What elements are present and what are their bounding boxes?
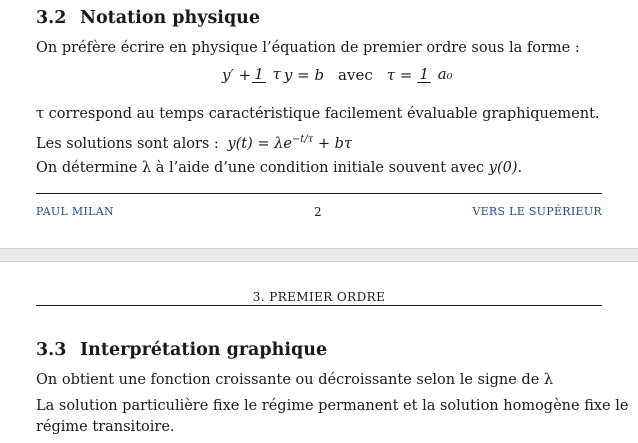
page-2 bbox=[0, 262, 638, 443]
eq-fraction-2 bbox=[417, 64, 454, 84]
section-title: Notation physique bbox=[80, 8, 261, 28]
section-title: Interprétation graphique bbox=[80, 340, 328, 360]
section-heading-3-3 bbox=[36, 340, 327, 360]
eq-connector: avec bbox=[338, 66, 373, 84]
eq-frac2-numerator: 1 bbox=[419, 64, 429, 83]
intro-paragraph: On préfère écrire en physique l’équation de premier ordre sous la forme : bbox=[36, 40, 580, 56]
eq-fraction-1 bbox=[252, 64, 283, 84]
eq-tau: τ = bbox=[386, 66, 413, 84]
footer-rule bbox=[36, 193, 602, 194]
footer-right: VERS LE SUPÉRIEUR bbox=[472, 205, 602, 218]
paragraph-line-2: La solution particulière fixe le régime permanent et la solution homogène fixe le bbox=[36, 398, 629, 414]
solutions-formula-end: + bτ bbox=[317, 135, 352, 152]
eq-lhs-prefix: y′ + bbox=[222, 66, 252, 84]
section-number: 3.2 bbox=[36, 8, 67, 28]
paragraph-line-3: régime transitoire. bbox=[36, 419, 175, 435]
equation bbox=[222, 66, 456, 84]
solutions-text: Les solutions sont alors : bbox=[36, 135, 219, 152]
solutions-formula: y(t) = λe bbox=[227, 135, 292, 152]
lambda-text: On détermine λ à l’aide d’une condition initiale souvent avec bbox=[36, 160, 485, 176]
tau-paragraph: τ correspond au temps caractéristique facilement évaluable graphiquement. bbox=[36, 106, 600, 122]
eq-lhs-suffix: y = b bbox=[283, 66, 325, 84]
eq-frac1-denominator: τ bbox=[272, 64, 281, 83]
solutions-exponent: −t/τ bbox=[291, 134, 314, 145]
header-rule bbox=[36, 305, 602, 306]
footer-author: PAUL MILAN bbox=[36, 205, 114, 218]
page-separator bbox=[0, 248, 638, 262]
section-number: 3.3 bbox=[36, 340, 67, 360]
footer-page-number: 2 bbox=[314, 205, 322, 219]
paragraph-line-1: On obtient une fonction croissante ou décroissante selon le signe de λ bbox=[36, 372, 554, 388]
eq-frac1-numerator: 1 bbox=[254, 64, 264, 83]
lambda-math: y(0). bbox=[488, 160, 523, 176]
running-header: 3. PREMIER ORDRE bbox=[252, 290, 386, 304]
solutions-paragraph bbox=[36, 134, 352, 152]
section-heading-3-2 bbox=[36, 8, 260, 28]
eq-frac2-denominator: a₀ bbox=[437, 64, 453, 83]
lambda-paragraph bbox=[36, 160, 522, 176]
